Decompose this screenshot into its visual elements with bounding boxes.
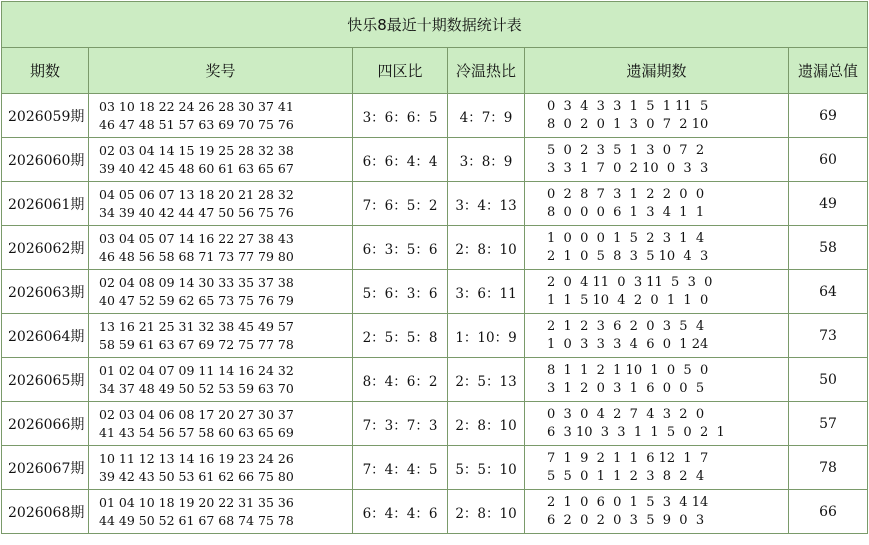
header-period: 期数 — [2, 48, 89, 94]
missing-periods-cell — [525, 270, 789, 314]
missing-total-cell: 58 — [789, 226, 868, 270]
numbers-cell — [89, 226, 353, 270]
missing-line-2: 8 0 2 0 1 3 0 7 2 10 — [547, 116, 709, 132]
numbers-cell — [89, 402, 353, 446]
period-cell: 2026059期 — [2, 94, 89, 138]
missing-periods-cell — [525, 138, 789, 182]
numbers-line-1: 01 04 10 18 19 20 22 31 35 36 — [99, 494, 294, 510]
table-row — [2, 402, 868, 446]
missing-total-cell: 64 — [789, 270, 868, 314]
four-zone-cell: 3：6：6：5 — [353, 94, 448, 138]
missing-total-cell: 78 — [789, 446, 868, 490]
missing-line-1: 2 1 0 6 0 1 5 3 4 14 — [547, 494, 709, 510]
header-numbers: 奖号 — [89, 48, 353, 94]
four-zone-cell: 5：6：3：6 — [353, 270, 448, 314]
cold-hot-cell: 3：8：9 — [448, 138, 525, 182]
cold-hot-cell: 2：8：10 — [448, 226, 525, 270]
four-zone-cell: 2：5：5：8 — [353, 314, 448, 358]
table-row — [2, 358, 868, 402]
missing-total-cell: 69 — [789, 94, 868, 138]
missing-periods-cell — [525, 358, 789, 402]
missing-line-1: 0 2 8 7 3 1 2 2 0 0 — [547, 186, 705, 202]
table-title: 快乐8最近十期数据统计表 — [2, 2, 868, 48]
table-row — [2, 314, 868, 358]
numbers-line-2: 34 39 40 42 44 47 50 56 75 76 — [99, 204, 294, 220]
header-missing-total: 遗漏总值 — [789, 48, 868, 94]
numbers-line-2: 44 49 50 52 61 67 68 74 75 78 — [99, 512, 294, 528]
table-row — [2, 94, 868, 138]
table-row — [2, 490, 868, 534]
numbers-line-1: 04 05 06 07 13 18 20 21 28 32 — [99, 186, 294, 202]
header-cold-hot: 冷温热比 — [448, 48, 525, 94]
numbers-cell — [89, 358, 353, 402]
missing-line-1: 2 1 2 3 6 2 0 3 5 4 — [547, 318, 705, 334]
numbers-line-2: 34 37 48 49 50 52 53 59 63 70 — [99, 380, 294, 396]
missing-line-1: 5 0 2 3 5 1 3 0 7 2 — [547, 142, 705, 158]
four-zone-cell: 8：4：6：2 — [353, 358, 448, 402]
cold-hot-cell: 2：8：10 — [448, 490, 525, 534]
numbers-line-1: 03 10 18 22 24 26 28 30 37 41 — [99, 98, 294, 114]
missing-periods-cell — [525, 94, 789, 138]
table-body — [2, 94, 868, 534]
missing-line-2: 6 2 0 2 0 3 5 9 0 3 — [547, 512, 705, 528]
missing-total-cell: 66 — [789, 490, 868, 534]
numbers-line-1: 10 11 12 13 14 16 19 23 24 26 — [99, 450, 294, 466]
missing-periods-cell — [525, 402, 789, 446]
missing-periods-cell — [525, 226, 789, 270]
missing-line-2: 1 1 5 10 4 2 0 1 1 0 — [547, 292, 709, 308]
missing-line-2: 6 3 10 3 3 1 1 5 0 2 1 — [547, 424, 725, 440]
period-cell: 2026061期 — [2, 182, 89, 226]
missing-periods-cell — [525, 314, 789, 358]
missing-total-cell: 73 — [789, 314, 868, 358]
period-cell: 2026065期 — [2, 358, 89, 402]
missing-line-2: 1 0 3 3 3 4 6 0 1 24 — [547, 336, 709, 352]
missing-line-2: 8 0 0 0 6 1 3 4 1 1 — [547, 204, 705, 220]
numbers-line-2: 58 59 61 63 67 69 72 75 77 78 — [99, 336, 294, 352]
table-row — [2, 270, 868, 314]
four-zone-cell: 7：6：5：2 — [353, 182, 448, 226]
cold-hot-cell: 3：4：13 — [448, 182, 525, 226]
missing-line-1: 1 0 0 0 1 5 2 3 1 4 — [547, 230, 705, 246]
numbers-line-1: 02 03 04 06 08 17 20 27 30 37 — [99, 406, 294, 422]
four-zone-cell: 6：6：4：4 — [353, 138, 448, 182]
missing-line-1: 2 0 4 11 0 3 11 5 3 0 — [547, 274, 713, 290]
header-missing-periods: 遗漏期数 — [525, 48, 789, 94]
numbers-line-2: 41 43 54 56 57 58 60 63 65 69 — [99, 424, 294, 440]
lottery-stats-table — [1, 1, 868, 534]
cold-hot-cell: 4：7：9 — [448, 94, 525, 138]
missing-periods-cell — [525, 446, 789, 490]
missing-total-cell: 60 — [789, 138, 868, 182]
four-zone-cell: 6：4：4：6 — [353, 490, 448, 534]
table-row — [2, 138, 868, 182]
period-cell: 2026060期 — [2, 138, 89, 182]
table-row — [2, 446, 868, 490]
missing-total-cell: 50 — [789, 358, 868, 402]
numbers-cell — [89, 490, 353, 534]
period-cell: 2026067期 — [2, 446, 89, 490]
numbers-line-1: 13 16 21 25 31 32 38 45 49 57 — [99, 318, 294, 334]
numbers-line-2: 40 47 52 59 62 65 73 75 76 79 — [99, 292, 294, 308]
missing-line-2: 5 5 0 1 1 2 3 8 2 4 — [547, 468, 705, 484]
numbers-line-2: 46 47 48 51 57 63 69 70 75 76 — [99, 116, 294, 132]
missing-total-cell: 49 — [789, 182, 868, 226]
numbers-cell — [89, 138, 353, 182]
cold-hot-cell: 2：5：13 — [448, 358, 525, 402]
header-four-zone: 四区比 — [353, 48, 448, 94]
numbers-line-1: 03 04 05 07 14 16 22 27 38 43 — [99, 230, 294, 246]
missing-line-1: 0 3 4 3 3 1 5 1 11 5 — [547, 98, 709, 114]
numbers-cell — [89, 94, 353, 138]
missing-line-1: 7 1 9 2 1 1 6 12 1 7 — [547, 450, 709, 466]
numbers-line-1: 01 02 04 07 09 11 14 16 24 32 — [99, 362, 294, 378]
four-zone-cell: 7：4：4：5 — [353, 446, 448, 490]
table-row — [2, 226, 868, 270]
period-cell: 2026063期 — [2, 270, 89, 314]
numbers-line-2: 46 48 56 58 68 71 73 77 79 80 — [99, 248, 294, 264]
numbers-line-2: 39 42 43 50 53 61 62 66 75 80 — [99, 468, 294, 484]
period-cell: 2026064期 — [2, 314, 89, 358]
numbers-line-2: 39 40 42 45 48 60 61 63 65 67 — [99, 160, 294, 176]
four-zone-cell: 7：3：7：3 — [353, 402, 448, 446]
missing-periods-cell — [525, 490, 789, 534]
numbers-cell — [89, 270, 353, 314]
table-row — [2, 182, 868, 226]
missing-line-2: 2 1 0 5 8 3 5 10 4 3 — [547, 248, 709, 264]
cold-hot-cell: 5：5：10 — [448, 446, 525, 490]
period-cell: 2026068期 — [2, 490, 89, 534]
period-cell: 2026066期 — [2, 402, 89, 446]
missing-line-2: 3 1 2 0 3 1 6 0 0 5 — [547, 380, 705, 396]
cold-hot-cell: 3：6：11 — [448, 270, 525, 314]
cold-hot-cell: 2：8：10 — [448, 402, 525, 446]
numbers-line-1: 02 04 08 09 14 30 33 35 37 38 — [99, 274, 294, 290]
numbers-cell — [89, 314, 353, 358]
numbers-cell — [89, 446, 353, 490]
missing-periods-cell — [525, 182, 789, 226]
missing-line-1: 0 3 0 4 2 7 4 3 2 0 — [547, 406, 705, 422]
missing-total-cell: 57 — [789, 402, 868, 446]
four-zone-cell: 6：3：5：6 — [353, 226, 448, 270]
cold-hot-cell: 1：10：9 — [448, 314, 525, 358]
numbers-line-1: 02 03 04 14 15 19 25 28 32 38 — [99, 142, 294, 158]
missing-line-1: 8 1 1 2 1 10 1 0 5 0 — [547, 362, 709, 378]
numbers-cell — [89, 182, 353, 226]
missing-line-2: 3 3 1 7 0 2 10 0 3 3 — [547, 160, 709, 176]
period-cell: 2026062期 — [2, 226, 89, 270]
